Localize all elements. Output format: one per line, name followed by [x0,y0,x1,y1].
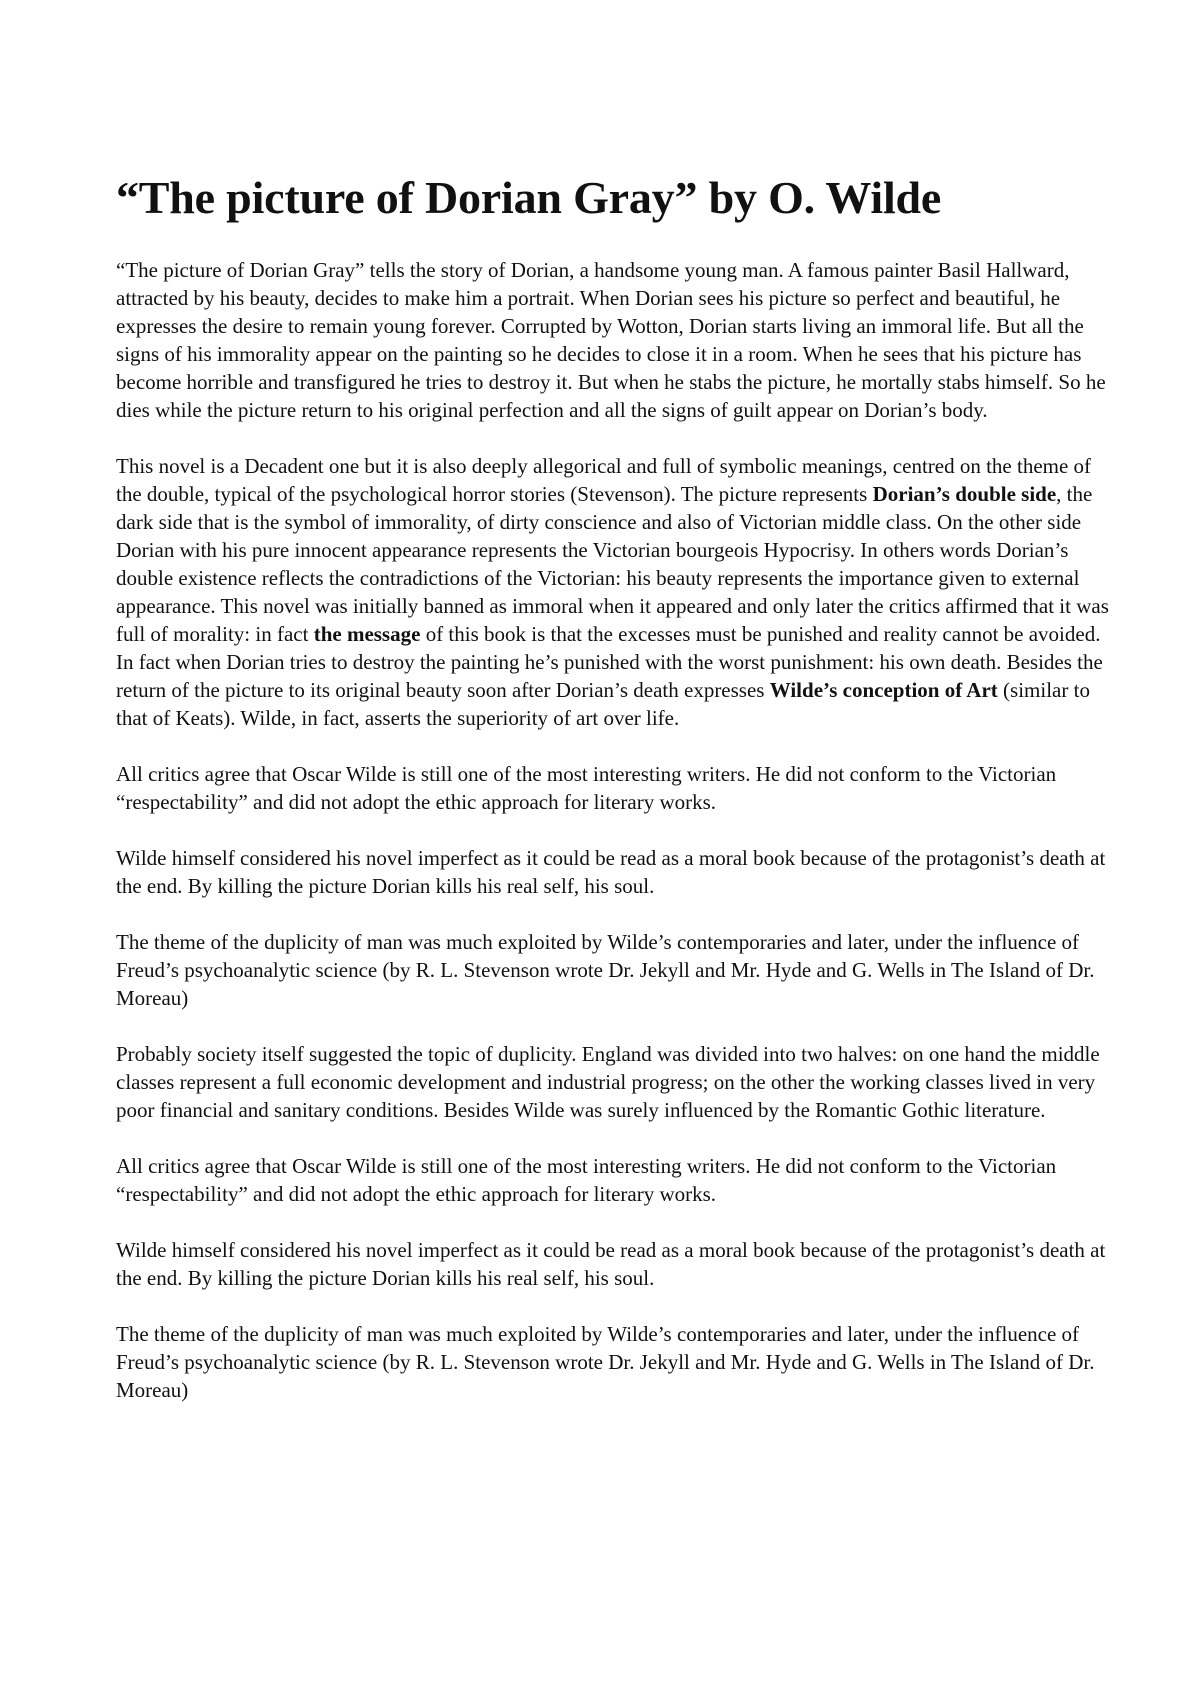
paragraph-imperfect-novel: Wilde himself considered his novel imperfect as it could be read as a moral book because of the protagonist’s death at the end. By killing the picture Dorian kills his real self, his soul. [116,846,1106,898]
bold-dorians-double-side: Dorian’s double side [872,482,1057,506]
analysis-text-2: , the dark side that is the symbol of immorality, of dirty conscience and also of Victorian middle class. On the other side Dorian with his pure innocent appearance represents the Victorian bourgeois Hypocrisy. In others words Dorian’s double existence reflects the contradictions of the Victorian: his beauty represents the importance given to external appearance. This novel was initially banned as immoral when it appeared and only later the critics affirmed that it was full of morality: in fact [116,482,1109,646]
paragraph-critics: All critics agree that Oscar Wilde is still one of the most interesting writers. He did not conform to the Victorian “respectability” and did not adopt the ethic approach for literary works. [116,762,1057,814]
paragraph-imperfect-novel-repeat: Wilde himself considered his novel imperfect as it could be read as a moral book because of the protagonist’s death at the end. By killing the picture Dorian kills his real self, his soul. [116,1238,1106,1290]
bold-the-message: the message [313,622,421,646]
paragraph-duplicity-theme-repeat: The theme of the duplicity of man was much exploited by Wilde’s contemporaries and later, under the influence of Freud’s psychoanalytic science (by R. L. Stevenson wrote Dr. Jekyll and Mr. Hyde and G. Wells in The Island of Dr. Moreau) [116,1322,1095,1402]
paragraph-analysis [116,452,1116,732]
document-page [116,168,1116,1432]
paragraph-society-duplicity: Probably society itself suggested the topic of duplicity. England was divided into two halves: on one hand the middle classes represent a full economic development and industrial progress; on the other the working classes lived in very poor financial and sanitary conditions. Besides Wilde was surely influenced by the Romantic Gothic literature. [116,1042,1100,1122]
analysis-text-1: This novel is a Decadent one but it is also deeply allegorical and full of symbolic meanings, centred on the theme of the double, typical of the psychological horror stories (Stevenson). The picture represents [116,454,1092,506]
paragraph-duplicity-theme: The theme of the duplicity of man was much exploited by Wilde’s contemporaries and later, under the influence of Freud’s psychoanalytic science (by R. L. Stevenson wrote Dr. Jekyll and Mr. Hyde and G. Wells in The Island of Dr. Moreau) [116,930,1095,1010]
bold-wildes-conception-of-art: Wilde’s conception of Art [769,678,998,702]
document-title: “The picture of Dorian Gray” by O. Wilde [116,172,942,223]
analysis-text-3: of this book is that the excesses must be punished and reality cannot be avoided. In fact when Dorian tries to destroy the painting he’s punished with the worst punishment: his own death. Besides the return of the picture to its original beauty soon after Dorian’s death expresses [116,622,1103,702]
analysis-text-4: (similar to that of Keats). Wilde, in fact, asserts the superiority of art over life. [116,678,1090,730]
paragraph-critics-repeat: All critics agree that Oscar Wilde is still one of the most interesting writers. He did not conform to the Victorian “respectability” and did not adopt the ethic approach for literary works. [116,1154,1057,1206]
paragraph-plot-summary: “The picture of Dorian Gray” tells the story of Dorian, a handsome young man. A famous painter Basil Hallward, attracted by his beauty, decides to make him a portrait. When Dorian sees his picture so perfect and beautiful, he expresses the desire to remain young forever. Corrupted by Wotton, Dorian starts living an immoral life. But all the signs of his immorality appear on the painting so he decides to close it in a room. When he sees that his picture has become horrible and transfigured he tries to destroy it. But when he stabs the picture, he mortally stabs himself. So he dies while the picture return to his original perfection and all the signs of guilt appear on Dorian’s body. [116,258,1106,422]
